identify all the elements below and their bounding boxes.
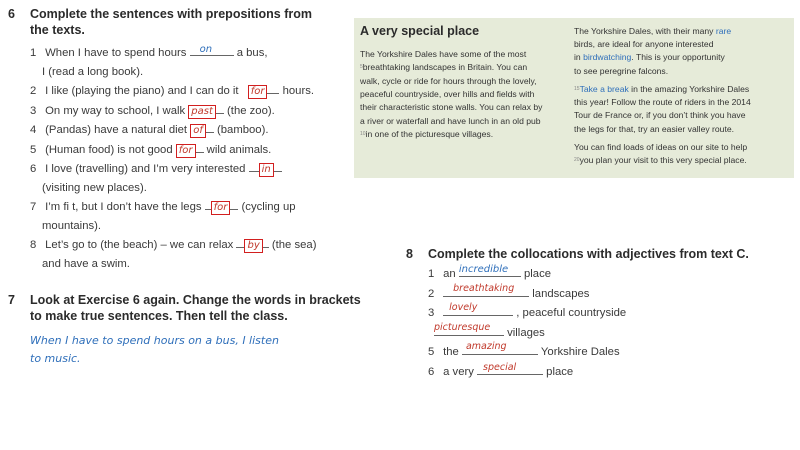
exercise-6-heading [8,6,312,38]
list-item-continuation: mountains). [42,219,102,232]
highlighted-word: birdwatching [583,52,632,63]
panel-title: A very special place [360,24,480,38]
answer-box[interactable]: for [248,85,268,99]
answer-box[interactable]: for [176,144,196,158]
answer-blank[interactable]: lovely [443,303,513,316]
highlighted-word: rare [715,26,732,36]
list-item: 1 When I have to spend hours on a bus, [30,44,268,59]
text-line: walk, cycle or ride for hours through the lovely, [360,75,537,86]
list-item-continuation: and have a swim. [42,257,130,270]
answer-blank[interactable]: incredible [459,264,521,277]
answer-blank[interactable]: breathtaking [443,284,529,297]
list-item: 8 Let’s go to (the beach) – we can relax by (the sea) [30,235,316,255]
list-item: 3 lovely , peaceful countryside [428,302,627,319]
exercise-number: 7 [8,293,15,307]
answer-box[interactable]: for [211,201,231,215]
list-item: 1 an incredible place [428,264,552,280]
list-item: 7 I’m fi t, but I don’t have the legs for (cycling up [30,197,316,217]
list-item: 3 On my way to school, I walk past (the zoo). [30,101,316,121]
exercise-8-list [422,264,627,381]
text-line: peaceful countryside, over hills and fields with [360,88,535,99]
answer-blank[interactable]: on [190,43,234,56]
text-line: their characteristic stone walls. You can relax by [360,102,543,113]
list-item: 6 I love (travelling) and I’m very interested in [30,159,316,179]
answer-box[interactable]: by [244,239,262,253]
text-line: 5breathtaking landscapes in Britain. You can [360,62,528,73]
list-item: 2 I like (playing the piano) and I can do it for hours. [30,81,316,101]
list-item: 4 picturesque villages [422,321,545,339]
text-line: a river or waterfall and have lunch in an old pub [360,115,541,126]
exercise-title-line2: the texts. [30,23,85,37]
answer-box[interactable]: of [190,124,206,138]
text-line: The Yorkshire Dales have some of the most [360,49,527,59]
answer-blank[interactable]: special [477,362,543,375]
exercise-number: 8 [406,247,413,261]
list-item-continuation: (visiting new places). [42,181,147,194]
exercise-title-line1: Look at Exercise 6 again. Change the words in brackets [30,293,361,307]
exercise-7-heading [8,292,361,324]
reading-text-panel [354,18,794,178]
exercise-title-line1: Complete the sentences with prepositions from [30,7,312,21]
exercise-7-handwritten-answer: When I have to spend hours on a bus, I listen to music. [30,334,279,365]
list-item: 2 breathtaking landscapes [428,282,590,300]
list-item: 5 (Human food) is not good for wild animals. [30,140,316,160]
answer-blank[interactable]: picturesque [434,323,504,336]
text-line: 10in one of the picturesque villages. [360,128,494,139]
text-column-right: The Yorkshire Dales, with their many rare birds, are ideal for anyone interested in birdwatching. This is your opportunity to see peregrine falcons. 15Take a break in the amazing Yorkshire Dales this year! Follow the route of riders in the 2014 Tour de France or, if you don’t think you have the legs for that, try an easier valley route. You can find loads of ideas on our site to help 20you plan your visit to this very special place. [574,26,751,165]
list-item: 6 a very special place [428,361,574,378]
list-item-continuation: I (read a long book). [42,65,144,78]
exercise-8-heading [406,246,749,262]
list-item: 5 the amazing Yorkshire Dales [428,341,620,358]
highlighted-word: Take a break [579,83,629,94]
exercise-6-list [30,43,316,273]
answer-box[interactable]: past [188,105,216,119]
list-item: 4 (Pandas) have a natural diet of (bamboo). [30,120,316,140]
answer-blank[interactable]: amazing [462,342,538,355]
exercise-number: 6 [8,7,15,21]
exercise-title-line2: to make true sentences. Then tell the class. [30,309,288,323]
exercise-title: Complete the collocations with adjectives from text C. [428,247,749,261]
text-column-left [360,48,572,141]
answer-box[interactable]: in [259,163,274,177]
